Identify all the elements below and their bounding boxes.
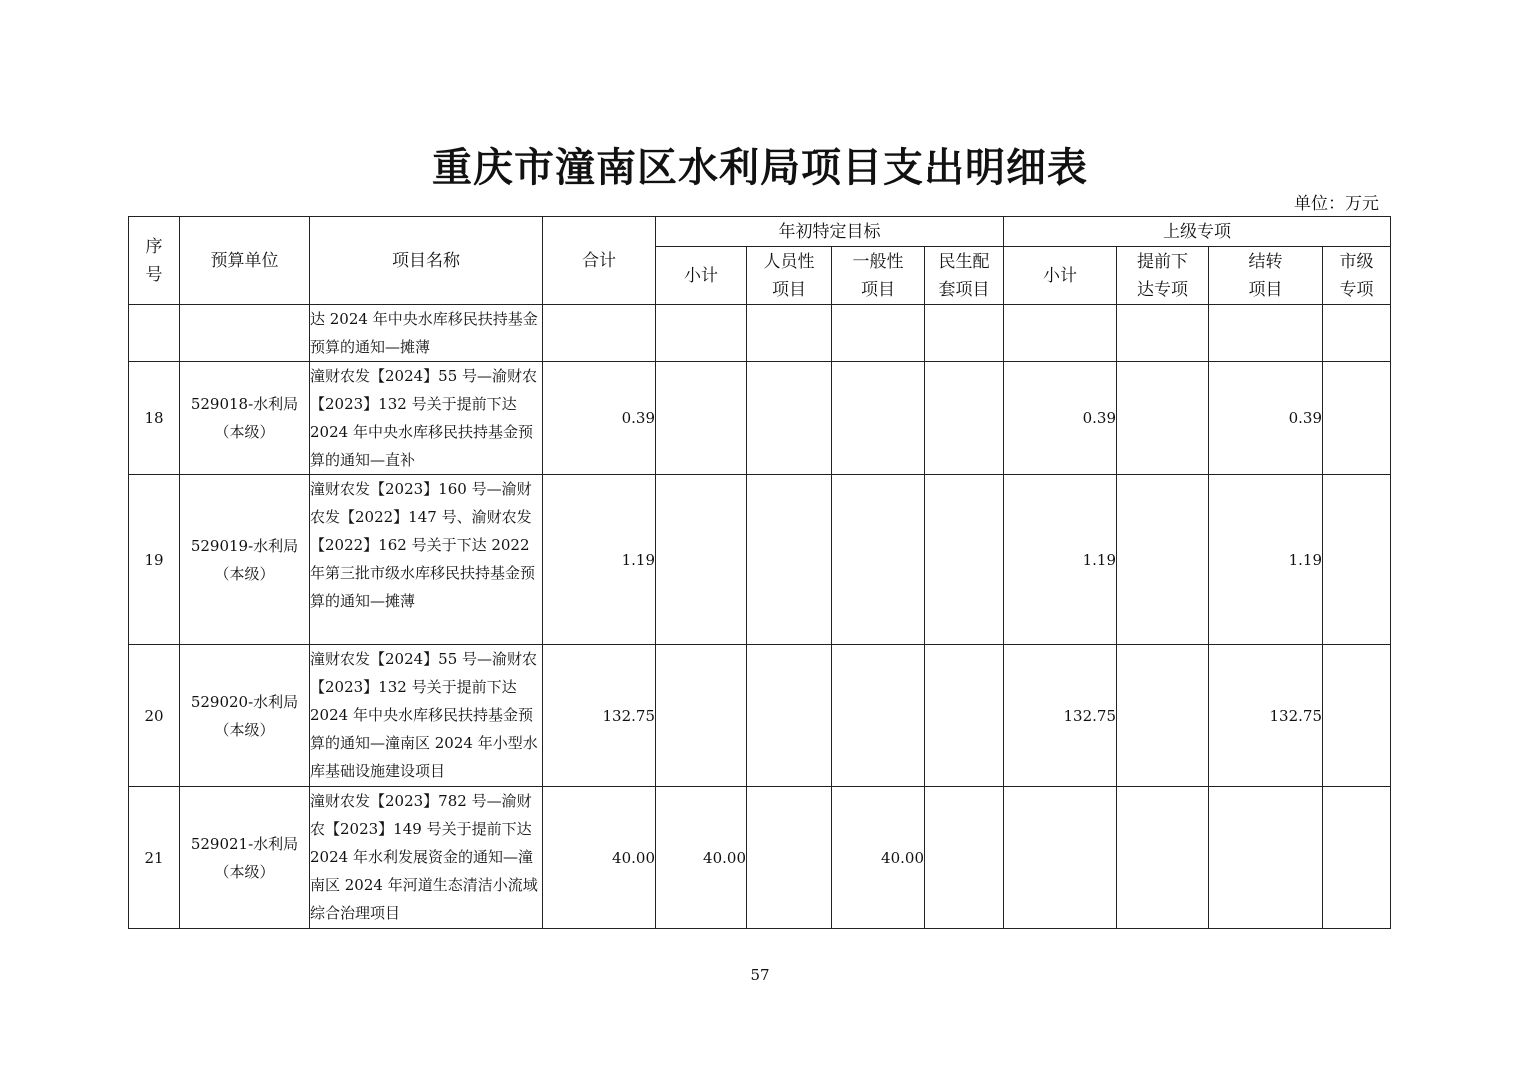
header-g2-subtotal: 小计 [1004, 247, 1117, 305]
header-group-superior-special: 上级专项 [1004, 217, 1391, 247]
cell-seq: 19 [129, 475, 180, 645]
cell-g2-carryover: 0.39 [1209, 362, 1323, 475]
cell-g2-subtotal [1004, 787, 1117, 929]
cell-g1-personnel [747, 475, 832, 645]
cell-unit: 529021-水利局（本级） [180, 787, 310, 929]
cell-g1-subtotal [656, 475, 747, 645]
cell-project-name: 潼财农发【2024】55 号—渝财农【2023】132 号关于提前下达 2024 年中央水库移民扶持基金预算的通知—潼南区 2024 年小型水库基础设施建设项目 [310, 645, 543, 787]
cell-g1-livelihood [925, 787, 1004, 929]
cell-g1-livelihood [925, 645, 1004, 787]
cell-project-name: 达 2024 年中央水库移民扶持基金预算的通知—摊薄 [310, 305, 543, 362]
cell-g1-livelihood [925, 362, 1004, 475]
header-g1-personnel: 人员性项目 [747, 247, 832, 305]
cell-project-name: 潼财农发【2024】55 号—渝财农【2023】132 号关于提前下达 2024 年中央水库移民扶持基金预算的通知—直补 [310, 362, 543, 475]
cell-g2-city [1323, 305, 1391, 362]
cell-g2-subtotal: 0.39 [1004, 362, 1117, 475]
cell-g1-livelihood [925, 475, 1004, 645]
cell-total [543, 305, 656, 362]
cell-g2-subtotal [1004, 305, 1117, 362]
cell-g2-city [1323, 475, 1391, 645]
cell-g2-subtotal: 1.19 [1004, 475, 1117, 645]
header-g2-carryover: 结转项目 [1209, 247, 1323, 305]
table-row [129, 475, 1391, 645]
cell-total: 1.19 [543, 475, 656, 645]
unit-label: 单位：万元 [1294, 194, 1379, 214]
table-row [129, 305, 1391, 362]
header-group-initial-targets: 年初特定目标 [656, 217, 1004, 247]
cell-g1-general: 40.00 [832, 787, 925, 929]
cell-g1-subtotal: 40.00 [656, 787, 747, 929]
page-number: 57 [750, 966, 770, 984]
cell-total: 132.75 [543, 645, 656, 787]
cell-g2-subtotal: 132.75 [1004, 645, 1117, 787]
cell-project-name: 潼财农发【2023】782 号—渝财农【2023】149 号关于提前下达 2024 年水利发展资金的通知—潼南区 2024 年河道生态清洁小流域综合治理项目 [310, 787, 543, 929]
header-seq: 序号 [129, 217, 180, 305]
cell-g2-city [1323, 362, 1391, 475]
table-row [129, 645, 1391, 787]
cell-unit: 529019-水利局（本级） [180, 475, 310, 645]
cell-g2-city [1323, 645, 1391, 787]
cell-seq [129, 305, 180, 362]
header-g1-subtotal: 小计 [656, 247, 747, 305]
cell-g2-carryover [1209, 787, 1323, 929]
header-g2-advance: 提前下达专项 [1117, 247, 1209, 305]
cell-g1-general [832, 475, 925, 645]
header-project: 项目名称 [310, 217, 543, 305]
cell-g2-city [1323, 787, 1391, 929]
cell-g1-personnel [747, 362, 832, 475]
cell-g2-carryover: 1.19 [1209, 475, 1323, 645]
page-title: 重庆市潼南区水利局项目支出明细表 [432, 144, 1088, 191]
cell-g1-personnel [747, 787, 832, 929]
header-unit: 预算单位 [180, 217, 310, 305]
cell-unit [180, 305, 310, 362]
cell-g1-livelihood [925, 305, 1004, 362]
cell-seq: 20 [129, 645, 180, 787]
cell-g2-advance [1117, 475, 1209, 645]
cell-g2-advance [1117, 362, 1209, 475]
cell-g1-personnel [747, 645, 832, 787]
cell-g2-carryover [1209, 305, 1323, 362]
cell-seq: 21 [129, 787, 180, 929]
table-row [129, 787, 1391, 929]
header-total: 合计 [543, 217, 656, 305]
cell-total: 0.39 [543, 362, 656, 475]
cell-project-name: 潼财农发【2023】160 号—渝财农发【2022】147 号、渝财农发【2022】162 号关于下达 2022 年第三批市级水库移民扶持基金预算的通知—摊薄 [310, 475, 543, 645]
cell-total: 40.00 [543, 787, 656, 929]
cell-g2-advance [1117, 787, 1209, 929]
table-row [129, 362, 1391, 475]
cell-g2-advance [1117, 645, 1209, 787]
cell-unit: 529020-水利局（本级） [180, 645, 310, 787]
expenditure-table [128, 216, 1391, 929]
cell-g2-advance [1117, 305, 1209, 362]
cell-seq: 18 [129, 362, 180, 475]
header-g1-general: 一般性项目 [832, 247, 925, 305]
cell-g1-personnel [747, 305, 832, 362]
cell-g2-carryover: 132.75 [1209, 645, 1323, 787]
cell-g1-general [832, 645, 925, 787]
cell-g1-general [832, 362, 925, 475]
cell-unit: 529018-水利局（本级） [180, 362, 310, 475]
cell-g1-general [832, 305, 925, 362]
cell-g1-subtotal [656, 362, 747, 475]
cell-g1-subtotal [656, 645, 747, 787]
header-g2-city: 市级专项 [1323, 247, 1391, 305]
cell-g1-subtotal [656, 305, 747, 362]
header-g1-livelihood: 民生配套项目 [925, 247, 1004, 305]
